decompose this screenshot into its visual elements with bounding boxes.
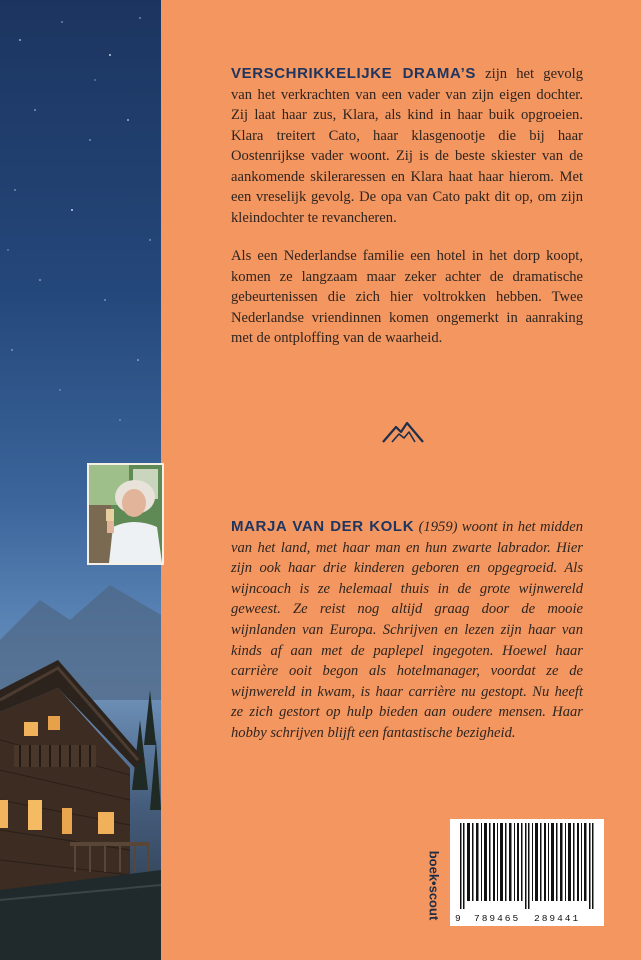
author-bio-text: (1959) woont in het midden van het land, met haar man en hun zwarte labrador. Hier zijn ook haar drie kinderen geboren en opgegroeid. Als wijncoach is ze helemaal thuis in de grote wijnwereld geweest. Ze reist nog altijd graag door de mooie wijnlanden van Europa. Schrijven en lezen zijn haar van kinds af aan met de paplepel ingegoten. Hoewel haar carrière ooit begon als hotelmanager, voordat ze de wijnwereld in kwam, is haar carrière nu gestopt. Nu heeft ze zich gestort op hulp bieden aan oudere mensen. Haar hobby schrijven blijft een fantastische bezigheid. — [231, 519, 583, 741]
isbn-digit-prefix: 9 — [455, 913, 461, 924]
author-portrait-image — [89, 465, 162, 563]
isbn-digits-left: 789465 — [474, 913, 521, 924]
isbn-barcode — [450, 819, 604, 926]
blurb-paragraph-1-text: zijn het gevolg van het verkrachten van een vader van zijn eigen dochter. Zij laat haar zus, Klara, als kind in haar buik opgroeien. Klara treitert Cato, haar klasgenootje die bij haar Oostenrijkse vader woont. Zij is de beste skiester van de aankomende skileraressen en Klara haat haar hierom. Met een vreselijk gevolg. De opa van Cato pakt dit op, om zijn kleindochter te revancheren. — [231, 66, 583, 226]
publisher-logo-text: boek•scout — [426, 850, 442, 921]
author-bio — [231, 517, 583, 744]
book-blurb — [231, 64, 583, 349]
publisher-logo — [424, 850, 444, 921]
author-photo — [87, 463, 164, 565]
barcode-bars — [454, 823, 600, 909]
blurb-paragraph-1 — [231, 64, 583, 228]
isbn-digits-right: 289441 — [534, 913, 581, 924]
blurb-paragraph-2: Als een Nederlandse familie een hotel in het dorp koopt, komen ze langzaam maar zeker achter de dramatische gebeurtenissen die zich hier voltrokken hebben. Twee Nederlandse vriendinnen komen ongemerkt in aanraking met de ontploffing van de waarheid. — [231, 248, 583, 346]
blurb-lead-title: VERSCHRIKKELIJKE DRAMA’S — [231, 65, 476, 82]
author-name: MARJA VAN DER KOLK — [231, 518, 415, 535]
mountain-icon — [382, 421, 424, 443]
